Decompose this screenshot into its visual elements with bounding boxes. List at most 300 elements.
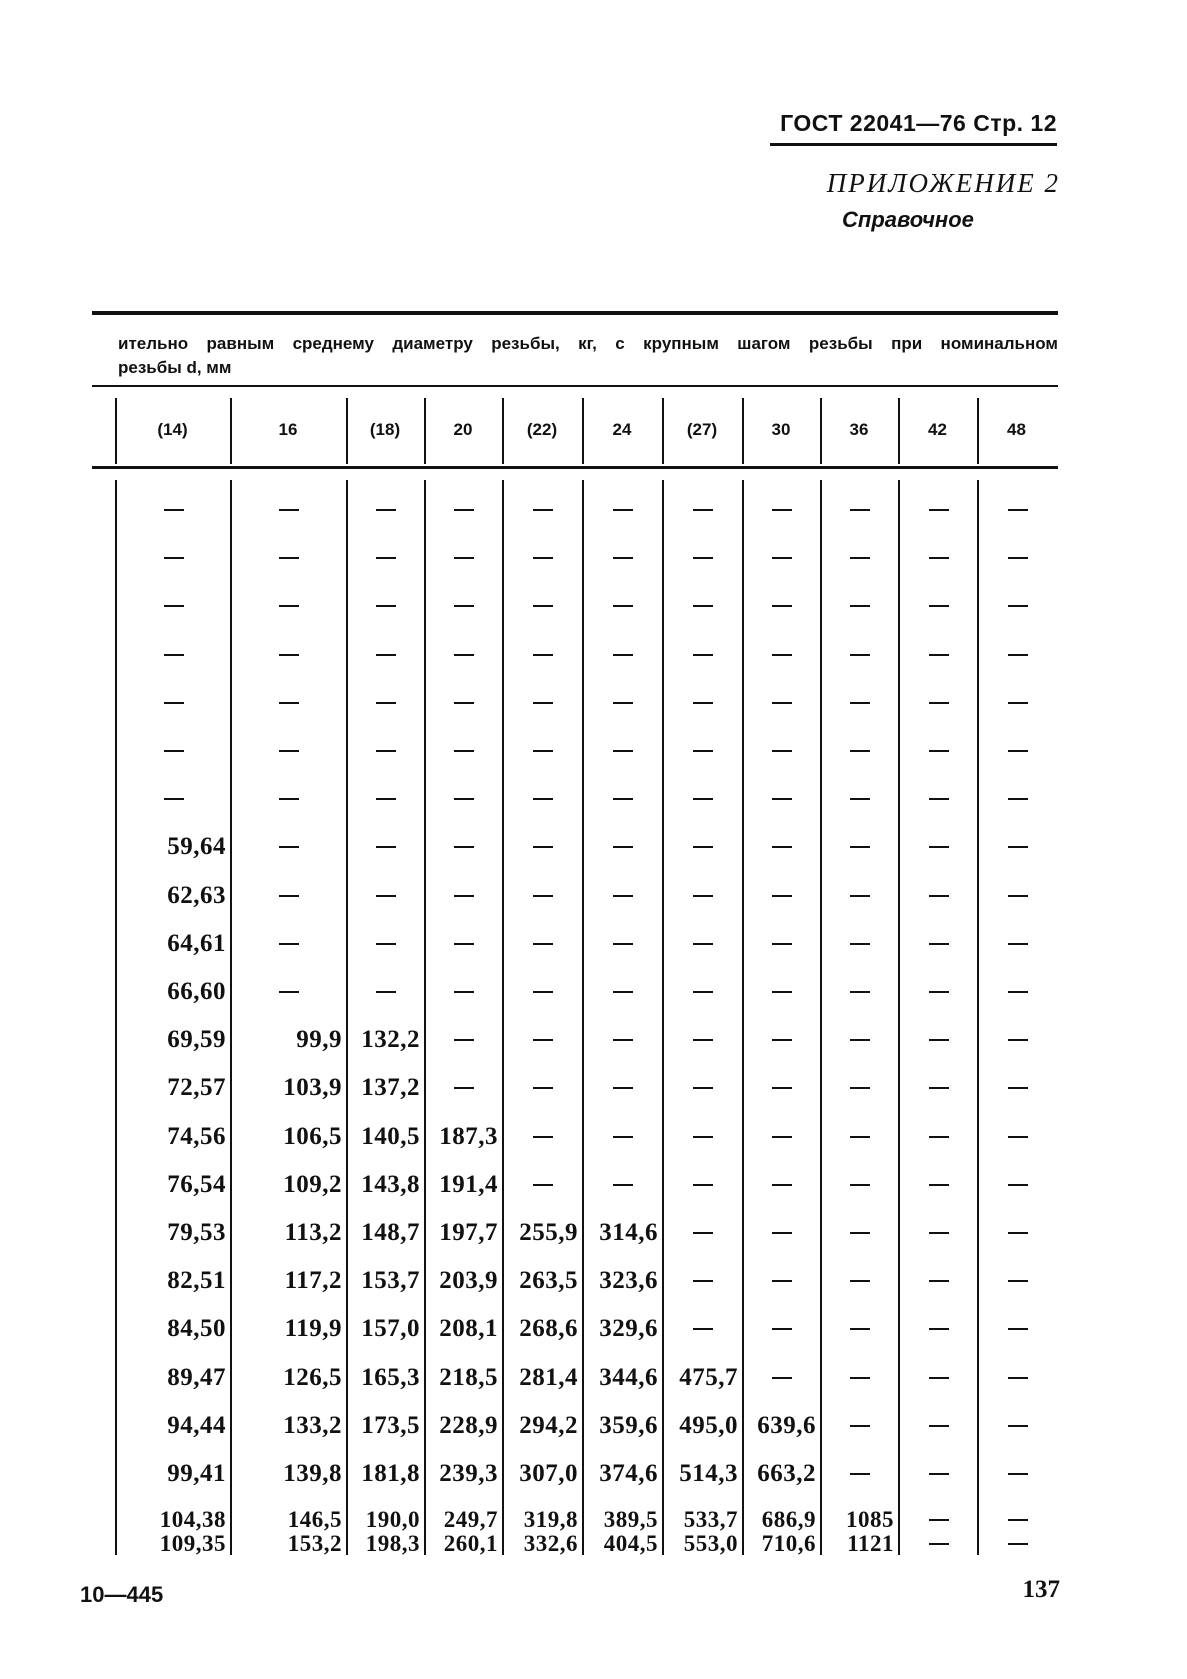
table-cell bbox=[664, 635, 742, 675]
table-cell bbox=[822, 1020, 898, 1060]
dash-mark bbox=[929, 846, 949, 848]
table-cell bbox=[822, 876, 898, 916]
table-cell: 197,7 bbox=[439, 1219, 498, 1246]
dash-mark bbox=[850, 1377, 870, 1379]
dash-mark bbox=[533, 846, 553, 848]
dash-mark bbox=[1008, 1425, 1028, 1427]
table-cell: 268,6 bbox=[519, 1315, 578, 1343]
dash-mark bbox=[850, 1425, 870, 1427]
table-cell bbox=[504, 1117, 582, 1157]
dash-mark bbox=[164, 750, 184, 752]
table-cell bbox=[504, 586, 582, 626]
table-cell bbox=[117, 635, 230, 675]
dash-mark bbox=[613, 1039, 633, 1041]
dash-mark bbox=[279, 943, 299, 945]
table-cell bbox=[900, 490, 977, 530]
table-cell bbox=[232, 876, 346, 916]
table-cell bbox=[979, 1406, 1056, 1446]
table-cell: 94,44 bbox=[167, 1411, 226, 1439]
table-cell: 323,6 bbox=[599, 1267, 658, 1295]
dash-mark bbox=[1008, 1328, 1028, 1330]
dash-mark bbox=[1008, 846, 1028, 848]
dash-mark bbox=[850, 1087, 870, 1089]
table-cell: 218,5 bbox=[439, 1363, 498, 1391]
table-cell bbox=[426, 635, 502, 675]
table-cell bbox=[979, 1508, 1056, 1532]
dash-mark bbox=[376, 798, 396, 800]
table-cell bbox=[664, 538, 742, 578]
dash-mark bbox=[1008, 1136, 1028, 1138]
dash-mark bbox=[454, 605, 474, 607]
table-cell bbox=[232, 490, 346, 530]
table-cell: 99,9 bbox=[296, 1026, 342, 1054]
dash-mark bbox=[454, 991, 474, 993]
dash-mark bbox=[850, 654, 870, 656]
table-cell: 117,2 bbox=[284, 1267, 342, 1295]
table-cell: 710,6 bbox=[761, 1531, 816, 1556]
table-cell bbox=[979, 683, 1056, 723]
dash-mark bbox=[1008, 1377, 1028, 1379]
table-cell: 103,9 bbox=[283, 1074, 342, 1102]
table-cell: 106,5 bbox=[283, 1122, 342, 1150]
dash-mark bbox=[929, 750, 949, 752]
dash-mark bbox=[850, 846, 870, 848]
dash-mark bbox=[1008, 654, 1028, 656]
dash-mark bbox=[772, 1232, 792, 1234]
table-cell bbox=[979, 924, 1056, 964]
dash-mark bbox=[164, 557, 184, 559]
table-cell bbox=[744, 683, 820, 723]
dash-mark bbox=[164, 702, 184, 704]
column-header: 36 bbox=[849, 420, 869, 439]
table-cell bbox=[744, 1165, 820, 1205]
table-cell: 1121 bbox=[847, 1531, 894, 1556]
table-cell bbox=[900, 924, 977, 964]
table-cell: 126,5 bbox=[283, 1363, 342, 1391]
table-cell bbox=[664, 490, 742, 530]
dash-mark bbox=[376, 943, 396, 945]
table-cell bbox=[900, 1532, 977, 1556]
table-cell bbox=[348, 779, 424, 819]
table-cell bbox=[504, 827, 582, 867]
table-cell bbox=[900, 538, 977, 578]
table-cell: 139,8 bbox=[283, 1460, 342, 1487]
dash-mark bbox=[772, 943, 792, 945]
table-cell: 281,4 bbox=[519, 1363, 578, 1391]
table-cell bbox=[504, 731, 582, 771]
dash-mark bbox=[850, 1473, 870, 1475]
dash-mark bbox=[850, 557, 870, 559]
table-cell: 198,3 bbox=[365, 1531, 420, 1556]
table-cell bbox=[426, 827, 502, 867]
dash-mark bbox=[929, 1232, 949, 1234]
table-cell bbox=[504, 635, 582, 675]
table-cell bbox=[744, 779, 820, 819]
dash-mark bbox=[850, 798, 870, 800]
dash-mark bbox=[693, 846, 713, 848]
table-header-rule bbox=[92, 466, 1058, 469]
table-cell: 109,2 bbox=[283, 1170, 342, 1198]
dash-mark bbox=[929, 1543, 949, 1545]
table-cell bbox=[822, 731, 898, 771]
table-cell: 140,5 bbox=[361, 1122, 420, 1150]
table-cell: 263,5 bbox=[519, 1267, 578, 1295]
table-cell: 374,6 bbox=[599, 1460, 658, 1487]
dash-mark bbox=[376, 605, 396, 607]
table-cell bbox=[426, 779, 502, 819]
appendix-title: ПРИЛОЖЕНИЕ 2 bbox=[826, 168, 1060, 198]
table-cell bbox=[584, 731, 662, 771]
dash-mark bbox=[1008, 943, 1028, 945]
table-cell bbox=[744, 1261, 820, 1301]
dash-mark bbox=[279, 846, 299, 848]
table-cell bbox=[664, 779, 742, 819]
dash-mark bbox=[693, 991, 713, 993]
table-cell: 119,9 bbox=[284, 1315, 342, 1343]
table-cell bbox=[822, 635, 898, 675]
table-cell bbox=[584, 1068, 662, 1108]
dash-mark bbox=[850, 895, 870, 897]
table-cell: 74,56 bbox=[167, 1122, 226, 1150]
table-cell bbox=[822, 827, 898, 867]
table-cell bbox=[822, 490, 898, 530]
table-cell bbox=[426, 972, 502, 1012]
table-cell bbox=[117, 538, 230, 578]
table-cell bbox=[900, 1261, 977, 1301]
dash-mark bbox=[613, 557, 633, 559]
dash-mark bbox=[454, 750, 474, 752]
table-cell bbox=[822, 779, 898, 819]
table-cell: 255,9 bbox=[519, 1219, 578, 1246]
table-cell bbox=[117, 779, 230, 819]
table-cell bbox=[900, 1454, 977, 1494]
dash-mark bbox=[1008, 1519, 1028, 1521]
table-cell bbox=[744, 1068, 820, 1108]
dash-mark bbox=[929, 702, 949, 704]
table-cell bbox=[664, 1020, 742, 1060]
dash-mark bbox=[533, 1136, 553, 1138]
table-cell bbox=[900, 1358, 977, 1398]
table-cell bbox=[584, 924, 662, 964]
table-cell bbox=[664, 876, 742, 916]
dash-mark bbox=[376, 702, 396, 704]
dash-mark bbox=[693, 557, 713, 559]
table-cell: 72,57 bbox=[167, 1074, 226, 1102]
table-cell bbox=[664, 1213, 742, 1253]
column-header: (27) bbox=[686, 420, 718, 439]
dash-mark bbox=[693, 943, 713, 945]
dash-mark bbox=[929, 1184, 949, 1186]
table-cell: 514,3 bbox=[679, 1460, 738, 1487]
table-cell: 686,9 bbox=[761, 1507, 816, 1532]
table-cell bbox=[900, 827, 977, 867]
table-cell bbox=[744, 586, 820, 626]
appendix-subtitle: Справочное bbox=[842, 207, 974, 232]
table-cell: 208,1 bbox=[439, 1315, 498, 1343]
dash-mark bbox=[693, 509, 713, 511]
table-cell bbox=[348, 827, 424, 867]
table-cell bbox=[979, 1117, 1056, 1157]
table-cell bbox=[584, 1165, 662, 1205]
dash-mark bbox=[693, 1280, 713, 1282]
dash-mark bbox=[376, 654, 396, 656]
table-cell bbox=[664, 1261, 742, 1301]
dash-mark bbox=[613, 1136, 633, 1138]
table-caption-line1: ительно равным среднему диаметру резьбы, кг, с крупным шагом резьбы при номинальном bbox=[118, 334, 1058, 353]
dash-mark bbox=[454, 1087, 474, 1089]
column-header: 48 bbox=[1007, 420, 1026, 439]
column-header: 20 bbox=[453, 420, 473, 439]
table-cell bbox=[584, 683, 662, 723]
table-cell bbox=[348, 635, 424, 675]
table-cell bbox=[744, 924, 820, 964]
table-cell bbox=[979, 1261, 1056, 1301]
table-cell: 307,0 bbox=[519, 1460, 578, 1487]
dash-mark bbox=[533, 1039, 553, 1041]
dash-mark bbox=[613, 654, 633, 656]
table-cell bbox=[584, 586, 662, 626]
table-cell: 76,54 bbox=[167, 1170, 226, 1198]
table-cell: 79,53 bbox=[167, 1219, 226, 1246]
dash-mark bbox=[279, 557, 299, 559]
dash-mark bbox=[772, 1136, 792, 1138]
table-cell bbox=[584, 972, 662, 1012]
column-header: 16 bbox=[278, 420, 298, 439]
table-cell bbox=[900, 1508, 977, 1532]
dash-mark bbox=[1008, 702, 1028, 704]
dash-mark bbox=[279, 509, 299, 511]
table-cell bbox=[348, 731, 424, 771]
table-cell bbox=[232, 779, 346, 819]
table-cell bbox=[979, 827, 1056, 867]
dash-mark bbox=[1008, 1184, 1028, 1186]
dash-mark bbox=[1008, 1039, 1028, 1041]
dash-mark bbox=[454, 895, 474, 897]
table-caption-rule bbox=[92, 385, 1058, 387]
dash-mark bbox=[850, 1280, 870, 1282]
table-cell bbox=[900, 779, 977, 819]
dash-mark bbox=[929, 798, 949, 800]
table-cell bbox=[900, 876, 977, 916]
table-cell bbox=[900, 683, 977, 723]
table-cell: 314,6 bbox=[599, 1219, 658, 1246]
table-cell bbox=[822, 1309, 898, 1349]
dash-mark bbox=[1008, 509, 1028, 511]
table-cell bbox=[664, 683, 742, 723]
dash-mark bbox=[454, 557, 474, 559]
dash-mark bbox=[693, 750, 713, 752]
table-cell bbox=[232, 683, 346, 723]
dash-mark bbox=[279, 605, 299, 607]
table-cell bbox=[584, 779, 662, 819]
table-cell: 533,7 bbox=[683, 1507, 738, 1532]
table-cell bbox=[584, 827, 662, 867]
dash-mark bbox=[533, 509, 553, 511]
dash-mark bbox=[1008, 557, 1028, 559]
table-cell bbox=[664, 1165, 742, 1205]
dash-mark bbox=[929, 1039, 949, 1041]
header-rule bbox=[770, 143, 1057, 146]
dash-mark bbox=[454, 846, 474, 848]
table-cell bbox=[664, 731, 742, 771]
table-cell bbox=[979, 1020, 1056, 1060]
dash-mark bbox=[929, 1473, 949, 1475]
dash-mark bbox=[1008, 991, 1028, 993]
dash-mark bbox=[533, 798, 553, 800]
table-cell bbox=[664, 972, 742, 1012]
table-cell: 157,0 bbox=[361, 1315, 420, 1343]
table-cell: 404,5 bbox=[603, 1531, 658, 1556]
table-cell: 173,5 bbox=[361, 1411, 420, 1439]
table-cell bbox=[979, 1454, 1056, 1494]
column-header: (22) bbox=[526, 420, 558, 439]
table-cell bbox=[348, 586, 424, 626]
dash-mark bbox=[850, 1039, 870, 1041]
table-cell bbox=[504, 972, 582, 1012]
table-cell bbox=[584, 490, 662, 530]
dash-mark bbox=[693, 1328, 713, 1330]
dash-mark bbox=[772, 702, 792, 704]
table-cell bbox=[584, 876, 662, 916]
table-cell bbox=[426, 538, 502, 578]
dash-mark bbox=[772, 654, 792, 656]
dash-mark bbox=[279, 750, 299, 752]
table-cell: 82,51 bbox=[167, 1267, 226, 1295]
table-cell bbox=[979, 490, 1056, 530]
dash-mark bbox=[1008, 1232, 1028, 1234]
dash-mark bbox=[376, 750, 396, 752]
dash-mark bbox=[533, 557, 553, 559]
table-cell bbox=[822, 1165, 898, 1205]
table-cell bbox=[822, 972, 898, 1012]
dash-mark bbox=[613, 895, 633, 897]
dash-mark bbox=[533, 1087, 553, 1089]
table-cell: 99,41 bbox=[167, 1460, 226, 1487]
table-cell: 137,2 bbox=[361, 1074, 420, 1102]
table-cell bbox=[900, 972, 977, 1012]
dash-mark bbox=[613, 1184, 633, 1186]
table-cell bbox=[744, 635, 820, 675]
table-cell bbox=[744, 876, 820, 916]
table-cell bbox=[348, 876, 424, 916]
table-cell: 239,3 bbox=[439, 1460, 498, 1487]
dash-mark bbox=[850, 509, 870, 511]
table-cell: 191,4 bbox=[439, 1170, 498, 1198]
table-cell: 249,7 bbox=[443, 1507, 498, 1532]
dash-mark bbox=[613, 702, 633, 704]
table-cell: 332,6 bbox=[523, 1531, 578, 1556]
table-cell bbox=[504, 538, 582, 578]
table-cell bbox=[979, 1165, 1056, 1205]
table-cell bbox=[979, 779, 1056, 819]
dash-mark bbox=[279, 654, 299, 656]
table-cell bbox=[232, 586, 346, 626]
table-cell: 143,8 bbox=[361, 1170, 420, 1198]
table-cell bbox=[979, 635, 1056, 675]
column-header: 24 bbox=[612, 420, 632, 439]
dash-mark bbox=[772, 1377, 792, 1379]
dash-mark bbox=[929, 1425, 949, 1427]
table-cell bbox=[504, 924, 582, 964]
table-cell: 132,2 bbox=[361, 1026, 420, 1054]
dash-mark bbox=[929, 1377, 949, 1379]
table-cell bbox=[584, 1020, 662, 1060]
dash-mark bbox=[693, 895, 713, 897]
table-cell bbox=[504, 490, 582, 530]
table-cell: 104,38 bbox=[159, 1507, 226, 1532]
dash-mark bbox=[772, 750, 792, 752]
table-cell: 84,50 bbox=[167, 1315, 226, 1343]
dash-mark bbox=[693, 605, 713, 607]
dash-mark bbox=[164, 509, 184, 511]
table-cell: 203,9 bbox=[439, 1267, 498, 1295]
table-cell bbox=[426, 683, 502, 723]
table-cell bbox=[504, 1020, 582, 1060]
dash-mark bbox=[772, 846, 792, 848]
dash-mark bbox=[850, 605, 870, 607]
table-cell: 153,2 bbox=[287, 1531, 342, 1556]
table-cell bbox=[504, 683, 582, 723]
table-cell: 389,5 bbox=[603, 1507, 658, 1532]
dash-mark bbox=[1008, 1543, 1028, 1545]
dash-mark bbox=[929, 895, 949, 897]
table-cell bbox=[504, 1068, 582, 1108]
table-cell bbox=[584, 635, 662, 675]
dash-mark bbox=[772, 1039, 792, 1041]
dash-mark bbox=[772, 509, 792, 511]
dash-mark bbox=[1008, 605, 1028, 607]
table-cell: 181,8 bbox=[361, 1460, 420, 1487]
table-cell: 319,8 bbox=[523, 1507, 578, 1532]
dash-mark bbox=[929, 557, 949, 559]
table-cell bbox=[979, 586, 1056, 626]
document-header: ГОСТ 22041—76 Стр. 12 bbox=[780, 110, 1057, 136]
table-cell: 153,7 bbox=[361, 1267, 420, 1295]
dash-mark bbox=[850, 750, 870, 752]
table-cell bbox=[822, 1213, 898, 1253]
dash-mark bbox=[279, 798, 299, 800]
dash-mark bbox=[693, 798, 713, 800]
table-cell: 59,64 bbox=[167, 833, 226, 861]
table-cell bbox=[744, 731, 820, 771]
table-cell: 187,3 bbox=[439, 1122, 498, 1150]
dash-mark bbox=[533, 1184, 553, 1186]
dash-mark bbox=[454, 1039, 474, 1041]
dash-mark bbox=[164, 798, 184, 800]
dash-mark bbox=[533, 702, 553, 704]
dash-mark bbox=[772, 991, 792, 993]
dash-mark bbox=[1008, 1087, 1028, 1089]
dash-mark bbox=[929, 509, 949, 511]
table-cell bbox=[117, 683, 230, 723]
dash-mark bbox=[613, 1087, 633, 1089]
dash-mark bbox=[693, 654, 713, 656]
table-cell bbox=[664, 1117, 742, 1157]
table-cell bbox=[900, 1117, 977, 1157]
dash-mark bbox=[613, 991, 633, 993]
table-cell bbox=[744, 490, 820, 530]
table-cell bbox=[979, 538, 1056, 578]
table-cell bbox=[900, 1309, 977, 1349]
dash-mark bbox=[772, 1087, 792, 1089]
page-code: 10—445 bbox=[80, 1582, 164, 1607]
table-cell bbox=[232, 924, 346, 964]
table-cell bbox=[504, 876, 582, 916]
table-cell bbox=[744, 1309, 820, 1349]
dash-mark bbox=[533, 895, 553, 897]
table-cell bbox=[744, 827, 820, 867]
table-cell bbox=[900, 1406, 977, 1446]
